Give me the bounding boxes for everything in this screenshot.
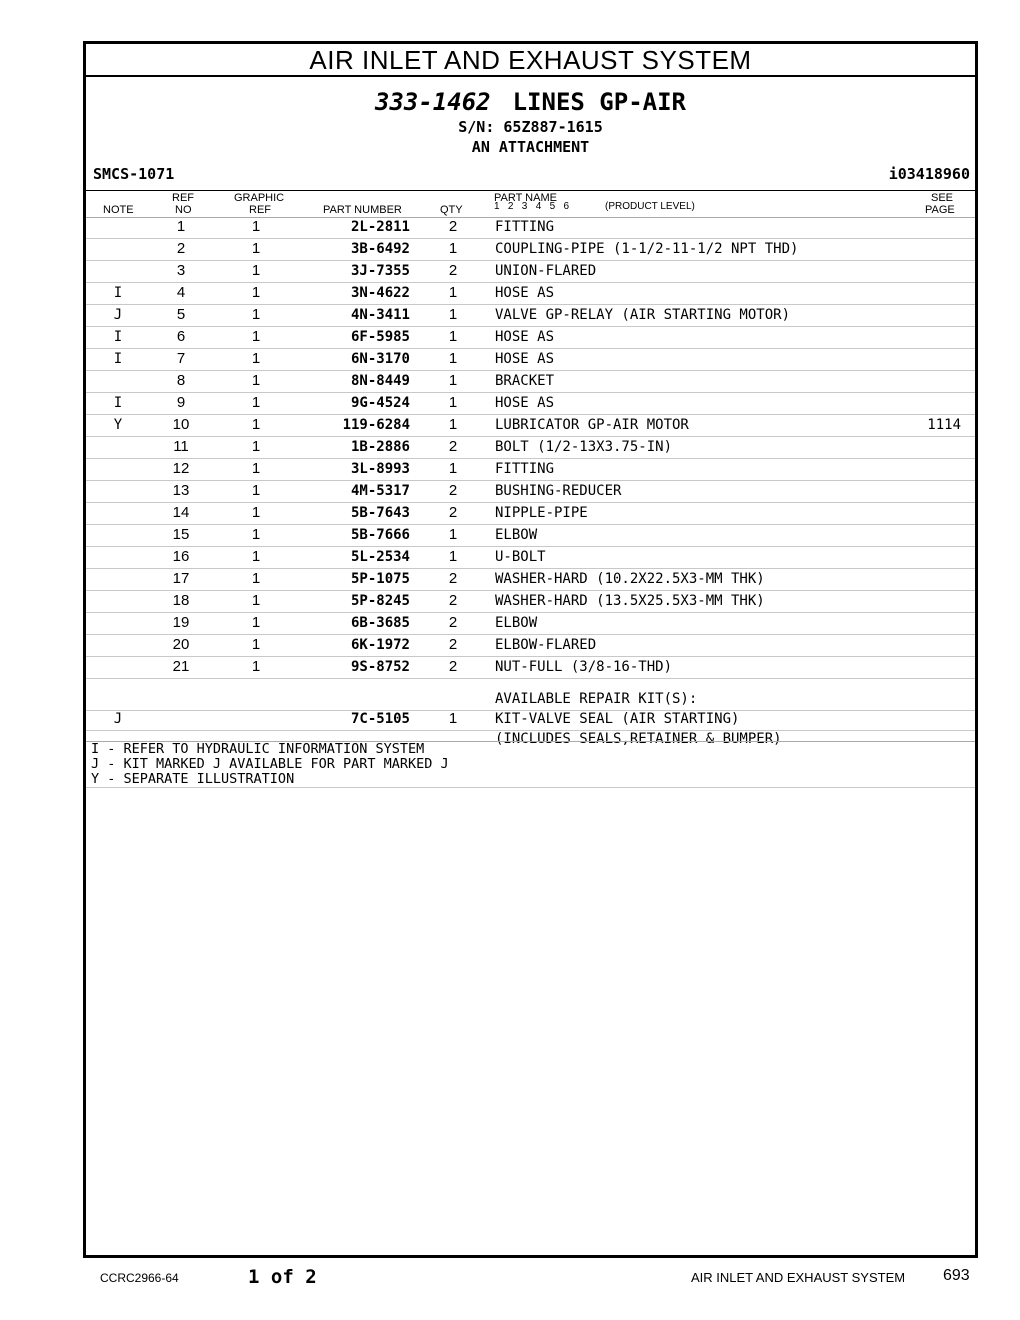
cell-part-name: HOSE AS xyxy=(495,285,555,301)
cell-part-number: 119-6284 xyxy=(342,417,410,433)
cell-graphic-ref: 1 xyxy=(251,394,261,411)
table-row xyxy=(86,393,975,415)
cell-part-number: 5P-8245 xyxy=(350,593,410,609)
cell-ref-no: 6 xyxy=(176,328,186,345)
header-graphic-2: REF xyxy=(249,204,271,216)
cell-graphic-ref: 1 xyxy=(251,262,261,279)
table-row xyxy=(86,415,975,437)
header-ref-1: REF xyxy=(172,192,194,204)
cell-part-number: 9G-4524 xyxy=(350,395,410,411)
kit-spacer xyxy=(86,679,975,689)
table-row xyxy=(86,613,975,635)
cell-part-name: LUBRICATOR GP-AIR MOTOR xyxy=(495,417,689,433)
table-row xyxy=(86,503,975,525)
cell-ref-no: 8 xyxy=(176,372,186,389)
cell-part-number: 5P-1075 xyxy=(350,571,410,587)
table-row xyxy=(86,261,975,283)
cell-part-number: 6N-3170 xyxy=(350,351,410,367)
cell-note: I xyxy=(113,395,123,411)
table-row xyxy=(86,239,975,261)
cell-qty: 1 xyxy=(448,284,458,301)
cell-graphic-ref: 1 xyxy=(251,658,261,675)
header-note: NOTE xyxy=(103,204,134,216)
cell-ref-no: 3 xyxy=(176,262,186,279)
table-row xyxy=(86,437,975,459)
cell-part-name: ELBOW xyxy=(495,527,538,543)
cell-qty: 2 xyxy=(448,658,458,675)
cell-qty: 2 xyxy=(448,438,458,455)
cell-graphic-ref: 1 xyxy=(251,592,261,609)
kit-qty: 1 xyxy=(448,710,458,727)
cell-see-page: 1114 xyxy=(927,417,961,433)
cell-graphic-ref: 1 xyxy=(251,548,261,565)
cell-part-number: 6F-5985 xyxy=(350,329,410,345)
cell-ref-no: 1 xyxy=(176,218,186,235)
table-row xyxy=(86,371,975,393)
cell-part-number: 5B-7666 xyxy=(350,527,410,543)
cell-ref-no: 10 xyxy=(172,416,190,433)
cell-part-number: 9S-8752 xyxy=(350,659,410,675)
table-row xyxy=(86,349,975,371)
section-title: AIR INLET AND EXHAUST SYSTEM xyxy=(86,44,975,77)
cell-graphic-ref: 1 xyxy=(251,284,261,301)
cell-ref-no: 5 xyxy=(176,306,186,323)
cell-qty: 2 xyxy=(448,262,458,279)
cell-part-number: 4M-5317 xyxy=(350,483,410,499)
table-row xyxy=(86,481,975,503)
cell-part-number: 5B-7643 xyxy=(350,505,410,521)
cell-qty: 1 xyxy=(448,416,458,433)
cell-qty: 1 xyxy=(448,394,458,411)
header-see-1: SEE xyxy=(931,192,954,204)
cell-part-name: ELBOW xyxy=(495,615,538,631)
group-number: 333-1462 xyxy=(375,88,491,116)
header-levels: 1 2 3 4 5 6 xyxy=(494,201,570,212)
cell-ref-no: 11 xyxy=(173,438,189,455)
cell-ref-no: 20 xyxy=(172,636,190,653)
table-row xyxy=(86,283,975,305)
serial-number: S/N: 65Z887-1615 xyxy=(458,118,603,136)
cell-part-name: NIPPLE-PIPE xyxy=(495,505,588,521)
cell-ref-no: 15 xyxy=(172,526,190,543)
note-j: J - KIT MARKED J AVAILABLE FOR PART MARKED J xyxy=(91,756,449,772)
cell-graphic-ref: 1 xyxy=(251,328,261,345)
cell-part-name: ELBOW-FLARED xyxy=(495,637,597,653)
cell-qty: 1 xyxy=(448,350,458,367)
cell-ref-no: 9 xyxy=(176,394,186,411)
smcs-code: SMCS-1071 xyxy=(93,165,175,183)
cell-part-name: U-BOLT xyxy=(495,549,546,565)
cell-qty: 2 xyxy=(448,570,458,587)
cell-part-number: 5L-2534 xyxy=(350,549,410,565)
footer-section: AIR INLET AND EXHAUST SYSTEM xyxy=(691,1270,906,1285)
cell-graphic-ref: 1 xyxy=(251,570,261,587)
header-ref-2: NO xyxy=(175,204,192,216)
table-row xyxy=(86,547,975,569)
cell-ref-no: 17 xyxy=(172,570,190,587)
cell-part-number: 3N-4622 xyxy=(350,285,410,301)
cell-part-name: NUT-FULL (3/8-16-THD) xyxy=(495,659,673,675)
cell-qty: 1 xyxy=(448,460,458,477)
cell-graphic-ref: 1 xyxy=(251,504,261,521)
cell-qty: 1 xyxy=(448,372,458,389)
cell-graphic-ref: 1 xyxy=(251,482,261,499)
group-title xyxy=(86,88,975,116)
kit-name: KIT-VALVE SEAL (AIR STARTING) xyxy=(495,711,740,727)
table-row xyxy=(86,591,975,613)
cell-ref-no: 18 xyxy=(172,592,190,609)
cell-part-name: WASHER-HARD (10.2X22.5X3-MM THK) xyxy=(495,571,765,587)
cell-graphic-ref: 1 xyxy=(251,350,261,367)
cell-graphic-ref: 1 xyxy=(251,614,261,631)
cell-note: Y xyxy=(113,417,123,433)
cell-ref-no: 4 xyxy=(176,284,186,301)
cell-qty: 1 xyxy=(448,548,458,565)
cell-note: I xyxy=(113,329,123,345)
kit-heading: AVAILABLE REPAIR KIT(S): xyxy=(495,691,698,707)
page-frame xyxy=(83,41,978,1258)
notes-legend xyxy=(86,741,975,788)
cell-part-number: 6B-3685 xyxy=(350,615,410,631)
cell-graphic-ref: 1 xyxy=(251,306,261,323)
cell-part-name: BOLT (1/2-13X3.75-IN) xyxy=(495,439,673,455)
note-i: I - REFER TO HYDRAULIC INFORMATION SYSTEM xyxy=(91,741,425,757)
cell-qty: 2 xyxy=(448,636,458,653)
cell-part-number: 3L-8993 xyxy=(350,461,410,477)
document-id: i03418960 xyxy=(888,165,970,183)
cell-part-number: 3J-7355 xyxy=(350,263,410,279)
header-part-name: PART NAME xyxy=(494,192,557,204)
table-row xyxy=(86,327,975,349)
cell-part-name: WASHER-HARD (13.5X25.5X3-MM THK) xyxy=(495,593,765,609)
cell-part-number: 2L-2811 xyxy=(350,219,410,235)
cell-part-name: UNION-FLARED xyxy=(495,263,597,279)
cell-part-number: 8N-8449 xyxy=(350,373,410,389)
cell-ref-no: 14 xyxy=(172,504,190,521)
cell-part-name: FITTING xyxy=(495,219,555,235)
cell-part-name: BUSHING-REDUCER xyxy=(495,483,622,499)
cell-qty: 2 xyxy=(448,218,458,235)
table-row xyxy=(86,525,975,547)
cell-part-name: HOSE AS xyxy=(495,329,555,345)
cell-note: I xyxy=(113,351,123,367)
cell-ref-no: 16 xyxy=(172,548,190,565)
header-qty: QTY xyxy=(440,204,463,216)
cell-qty: 1 xyxy=(448,306,458,323)
cell-graphic-ref: 1 xyxy=(251,416,261,433)
header-part-number: PART NUMBER xyxy=(323,204,402,216)
table-row xyxy=(86,305,975,327)
cell-ref-no: 12 xyxy=(172,460,190,477)
cell-ref-no: 7 xyxy=(176,350,186,367)
table-row xyxy=(86,569,975,591)
kit-includes: (INCLUDES SEALS,RETAINER & BUMPER) xyxy=(495,731,782,747)
note-y: Y - SEPARATE ILLUSTRATION xyxy=(91,771,295,787)
cell-graphic-ref: 1 xyxy=(251,218,261,235)
cell-note: J xyxy=(113,307,123,323)
table-row xyxy=(86,459,975,481)
cell-qty: 1 xyxy=(448,240,458,257)
cell-qty: 2 xyxy=(448,592,458,609)
cell-part-name: COUPLING-PIPE (1-1/2-11-1/2 NPT THD) xyxy=(495,241,799,257)
cell-part-name: FITTING xyxy=(495,461,555,477)
cell-part-name: VALVE GP-RELAY (AIR STARTING MOTOR) xyxy=(495,307,791,323)
footer-page-of: 1 of 2 xyxy=(248,1266,317,1288)
cell-ref-no: 2 xyxy=(176,240,186,257)
cell-graphic-ref: 1 xyxy=(251,372,261,389)
header-graphic-1: GRAPHIC xyxy=(234,192,285,204)
cell-part-number: 1B-2886 xyxy=(350,439,410,455)
cell-graphic-ref: 1 xyxy=(251,636,261,653)
cell-graphic-ref: 1 xyxy=(251,526,261,543)
cell-qty: 2 xyxy=(448,482,458,499)
cell-part-name: HOSE AS xyxy=(495,395,555,411)
cell-part-name: BRACKET xyxy=(495,373,555,389)
parts-table xyxy=(86,217,975,749)
table-row xyxy=(86,635,975,657)
cell-part-number: 4N-3411 xyxy=(350,307,410,323)
cell-graphic-ref: 1 xyxy=(251,240,261,257)
cell-note: I xyxy=(113,285,123,301)
cell-qty: 2 xyxy=(448,614,458,631)
header-product-level: (PRODUCT LEVEL) xyxy=(605,201,695,212)
cell-qty: 2 xyxy=(448,504,458,521)
cell-graphic-ref: 1 xyxy=(251,460,261,477)
cell-part-name: HOSE AS xyxy=(495,351,555,367)
table-row xyxy=(86,217,975,239)
footer-page-number: 693 xyxy=(943,1267,970,1284)
group-name: LINES GP-AIR xyxy=(512,88,686,116)
kit-note: J xyxy=(113,711,123,727)
attachment-label: AN ATTACHMENT xyxy=(471,138,590,156)
cell-ref-no: 19 xyxy=(172,614,190,631)
cell-qty: 1 xyxy=(448,526,458,543)
cell-part-number: 6K-1972 xyxy=(350,637,410,653)
table-header xyxy=(86,190,975,218)
cell-part-number: 3B-6492 xyxy=(350,241,410,257)
footer-code: CCRC2966-64 xyxy=(100,1271,179,1285)
kit-part-number: 7C-5105 xyxy=(350,711,410,727)
header-see-2: PAGE xyxy=(925,204,955,216)
kit-heading-row xyxy=(86,689,975,711)
cell-graphic-ref: 1 xyxy=(251,438,261,455)
cell-ref-no: 13 xyxy=(172,482,190,499)
table-row xyxy=(86,657,975,679)
cell-ref-no: 21 xyxy=(172,658,190,675)
cell-qty: 1 xyxy=(448,328,458,345)
kit-row xyxy=(86,711,975,731)
